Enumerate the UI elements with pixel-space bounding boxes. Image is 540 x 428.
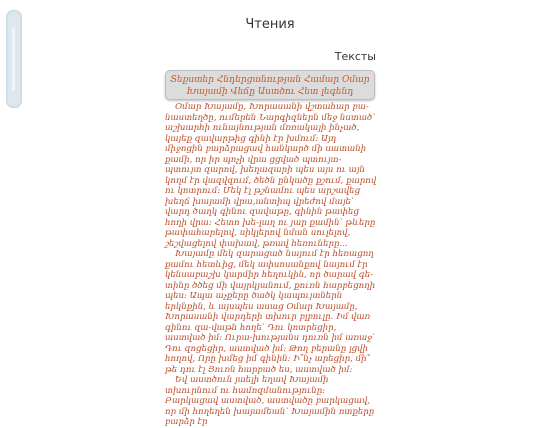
article-title-line-1: Տեքստեր Հնդերցանության Համար Օմար [170,75,370,85]
texts-section-link[interactable]: Тексты [334,50,376,63]
article-title-line-2: Խայամի Վեճը Աստծու Հետ լեգենդ [186,87,354,97]
page-title: Чтения [245,17,295,32]
article-paragraph-1: Օմար Խայամը, Խորասանի վշտահար բա-նաստեղծը, ումերեն Նարգիզներն մեջ նստած՝ աշխարհի ունայնության մռռակայի ինչած, կայեք զավարթից գինի էր խմում։ Այդ միջոցին բարձրացավ հանկարծ մի սատանի քամի, որ իր պոչի վրա ցցված պտույտ-պտույտ զարով, խեղազարի պես այս ու այն կողմ էր վազվզում, ծեծն ընկածը քշում, քարով ու կոտրում։ Մեկ էլ թշնամու պես արշավեց խեղճ խայամի վրա,անտիպ վրեժով մայե՝ վարդ ծաղկ գինու զավաթը, գինին թափեց հողի վրա։ Հետո խե-լաղ ու յար քամին՝ թևերը թափահարելով, սիկլերով նման սուլելով, շեշվացելով փախավ, թռավ հեռուները... [165,102,377,249]
article-title-box [165,70,375,100]
article-body [165,102,377,428]
article-paragraph-2: Խայամը մեկ զարացած նայում էր հեռացող քամու հետևից, մեկ ափսոսանքով նայում էր կենսաբաշխ կարմիր հեղուկին, որ ծարավ գե-տինը ծծեց մի վայրկյանում, քուռն հարբեցողի պես։ Ապա աչքերը ծածկ կապույտներն երկնքին, և այսպես ասաց Օմար Խայամը, Խորասանի վարդերի տխուր բլբուլը. Իմ վառ գինու զա-վաթն հողե՝ Դու կոտրեցիր, աստված իմ։ Ուրա-խությանս դուռն իմ առաջ՝ Դու զոցեցիր, աստված իմ։ Թող բերանը լցվի հողով, Որը խմեց իմ գինին։ Ի՞նչ արեցիր, մի՞ թե դու էլ Յուռն հարբած ես, աստված իմ։ [165,249,376,375]
article-paragraph-3: Եվ աստծուն յաելի եղավ Խայամի տխուրնում ու համոզմանությունը։ Բարկացավ աստված, աստվածը բարկացավ, որ մի հողեղեն խայամեան՝ Խայամին ոտքերը բարձր էր [165,375,375,427]
